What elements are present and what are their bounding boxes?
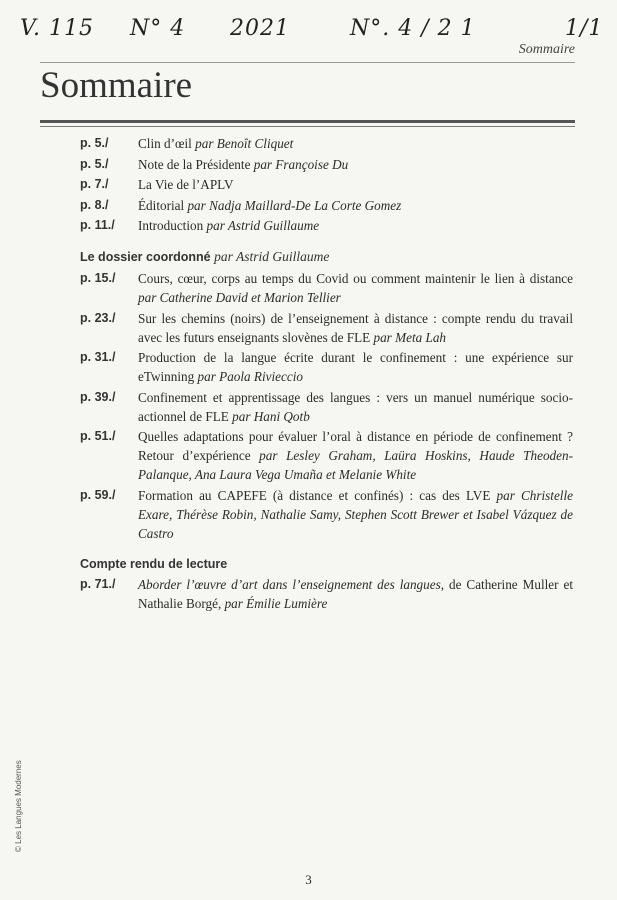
toc-entry (80, 155, 573, 174)
toc-text: Cours, cœur, corps au temps du Covid ou comment maintenir le lien à distance par Catherine David et Marion Tellier (138, 271, 573, 305)
toc-page: p. 5./ (80, 136, 109, 150)
toc-text: Introduction par Astrid Guillaume (138, 218, 320, 233)
copyright-notice: © Les Langues Modernes (14, 760, 23, 852)
toc-page: p. 8./ (80, 197, 109, 212)
toc-text: Clin d’œil par Benoît Cliquet (138, 136, 294, 151)
toc-text: Sur les chemins (noirs) de l’enseignement à distance : compte rendu du travail avec les futurs enseignants slovènes de FLE par Meta Lah (138, 310, 573, 345)
toc-entry (80, 175, 573, 194)
toc-text: Formation au CAPEFE (à distance et confinés) : cas des LVE par Christelle Exare, Thérèse Robin, Nathalie Samy, Stephen Scott Brewer et Isabel Vázquez de Castro (138, 487, 573, 541)
toc-text: Quelles adaptations pour évaluer l’oral à distance en période de confinement ? Retour d’expérience par Lesley Graham, Laüra Hoskins, Haude Theoden-Palanque, Ana Laura Vega Umaña et Melanie White (138, 429, 573, 482)
toc-text: Note de la Présidente par Françoise Du (138, 156, 349, 172)
toc-page: p. 39./ (80, 389, 116, 404)
title-divider (40, 120, 575, 123)
dossier-heading: Le dossier coordonné par Astrid Guillaume (80, 249, 330, 264)
toc-entry (80, 216, 573, 235)
toc-page: p. 7./ (80, 177, 109, 191)
table-of-contents (80, 134, 573, 623)
toc-page: p. 11./ (80, 218, 115, 232)
toc-entry (80, 427, 573, 484)
toc-page: p. 15./ (80, 271, 116, 285)
handwritten-fraction: 1/1 (565, 16, 604, 41)
toc-entry (80, 309, 573, 347)
toc-entry (80, 134, 573, 153)
toc-page: p. 71./ (80, 576, 116, 591)
toc-entry (80, 486, 573, 543)
running-head: Sommaire (518, 42, 575, 57)
toc-page: p. 23./ (80, 310, 116, 325)
toc-text: Production de la langue écrite durant le confinement : une expérience sur eTwinning par Paola Rivieccio (138, 350, 573, 384)
page-title: Sommaire (40, 65, 193, 106)
toc-review (80, 575, 573, 613)
toc-page: p. 31./ (80, 350, 116, 364)
toc-dossier (80, 269, 573, 543)
toc-entry (80, 196, 573, 215)
toc-text: Éditorial par Nadja Maillard-De La Corte Gomez (138, 197, 402, 213)
toc-entry (80, 388, 573, 426)
handwritten-annotation (20, 8, 610, 44)
toc-entry (80, 348, 573, 386)
toc-entry (80, 575, 573, 613)
page-number: 3 (305, 872, 312, 887)
toc-page: p. 59./ (80, 487, 116, 502)
toc-text: Aborder l’œuvre d’art dans l’enseignement des langues, de Catherine Muller et Nathalie Borgé, par Émilie Lumière (138, 576, 573, 611)
handwritten-year: 2021 (230, 16, 290, 41)
handwritten-code: N°. 4 / 2 1 (350, 16, 476, 41)
toc-page: p. 51./ (80, 429, 116, 443)
header-divider (40, 62, 575, 63)
toc-front-matter (80, 134, 573, 235)
toc-entry (80, 269, 573, 307)
handwritten-volume: V. 115 (20, 16, 95, 41)
toc-text: Confinement et apprentissage des langues : vers un manuel numérique socio-actionnel de FLE par Hani Qotb (138, 389, 573, 424)
review-heading: Compte rendu de lecture (80, 556, 228, 571)
title-divider-thin (40, 126, 575, 127)
toc-page: p. 5./ (80, 156, 109, 171)
toc-text: La Vie de l’APLV (138, 177, 234, 192)
handwritten-number: N° 4 (130, 16, 186, 41)
